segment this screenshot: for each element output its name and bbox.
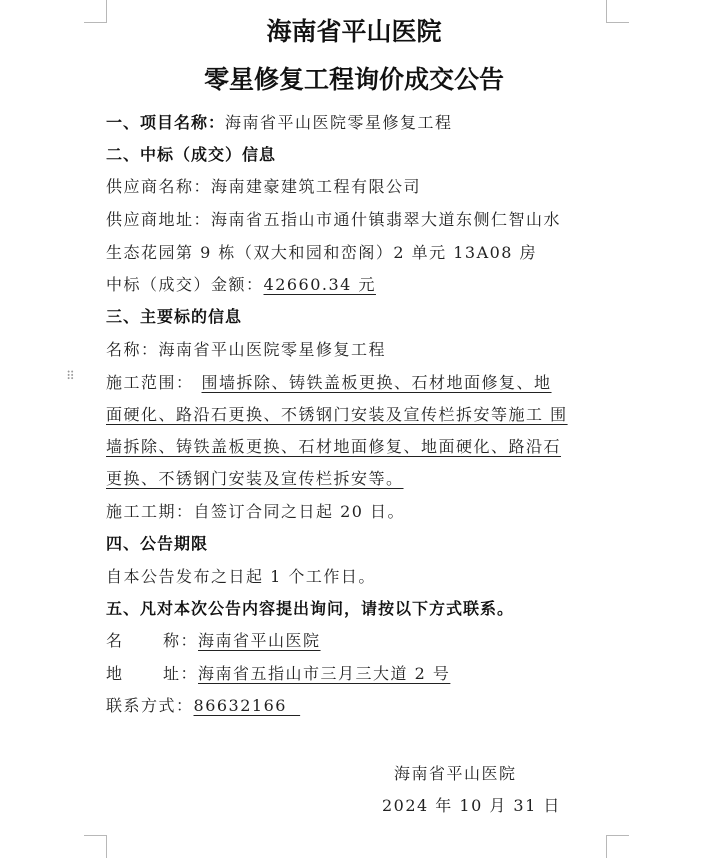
supplier-name-line	[106, 171, 421, 203]
item-name-label: 名称：	[106, 340, 159, 359]
scope-line-3: 墙拆除、铸铁盖板更换、石材地面修复、地面硬化、路沿石	[106, 437, 562, 456]
contact-name-label: 名 称：	[106, 631, 199, 650]
title-announcement: 零星修复工程询价成交公告	[203, 65, 504, 94]
section-1-heading: 一、项目名称：	[106, 113, 226, 132]
contact-address-label: 地 址：	[106, 664, 199, 683]
page-corner-bottom-right	[606, 835, 629, 858]
scope-line-1	[106, 367, 552, 399]
contact-address-value: 海南省五指山市三月三大道 2 号	[198, 664, 451, 683]
page-corner-bottom-left	[84, 835, 107, 858]
item-name-value: 海南省平山医院零星修复工程	[158, 340, 387, 359]
amount-line	[106, 269, 376, 301]
contact-phone-line	[106, 690, 300, 722]
scope-text-1: 围墙拆除、铸铁盖板更换、石材地面修复、地	[201, 373, 552, 392]
contact-name-line	[106, 625, 321, 657]
project-name-value: 海南省平山医院零星修复工程	[225, 113, 453, 132]
supplier-address-line-2: 生态花园第 9 栋（双大和园和峦阁）2 单元 13A08 房	[106, 243, 538, 262]
drag-handle-icon[interactable]: ⠿	[66, 369, 75, 383]
signature-date: 2024 年 10 月 31 日	[382, 796, 561, 815]
amount-label: 中标（成交）金额：	[106, 275, 264, 294]
supplier-address-value-1: 海南省五指山市通什镇翡翠大道东侧仁智山水	[211, 210, 562, 229]
project-name-line	[106, 107, 453, 139]
supplier-address-line-1	[106, 204, 561, 236]
supplier-name-value: 海南建豪建筑工程有限公司	[211, 177, 422, 196]
signature-org: 海南省平山医院	[394, 764, 517, 783]
supplier-address-label: 供应商地址：	[106, 210, 212, 229]
supplier-name-label: 供应商名称：	[106, 177, 212, 196]
contact-name-value: 海南省平山医院	[198, 631, 321, 650]
section-2-heading: 二、中标（成交）信息	[106, 145, 277, 164]
announcement-period: 自本公告发布之日起 1 个工作日。	[106, 567, 376, 586]
contact-phone-value: 86632166	[193, 696, 301, 715]
section-3-heading: 三、主要标的信息	[106, 307, 243, 326]
scope-line-2: 面硬化、路沿石更换、不锈钢门安装及宣传栏拆安等施工 围	[106, 405, 568, 424]
scope-label: 施工范围：	[106, 373, 194, 392]
contact-address-line	[106, 658, 450, 690]
construction-period: 施工工期：自签订合同之日起 20 日。	[106, 502, 406, 521]
section-5-heading: 五、凡对本次公告内容提出询问，请按以下方式联系。	[106, 599, 515, 618]
amount-value: 42660.34 元	[263, 275, 376, 294]
contact-phone-label: 联系方式：	[106, 696, 194, 715]
section-4-heading: 四、公告期限	[106, 534, 209, 553]
title-hospital: 海南省平山医院	[266, 17, 442, 46]
scope-line-4: 更换、不锈钢门安装及宣传栏拆安等。	[106, 469, 404, 488]
item-name-line	[106, 334, 386, 366]
